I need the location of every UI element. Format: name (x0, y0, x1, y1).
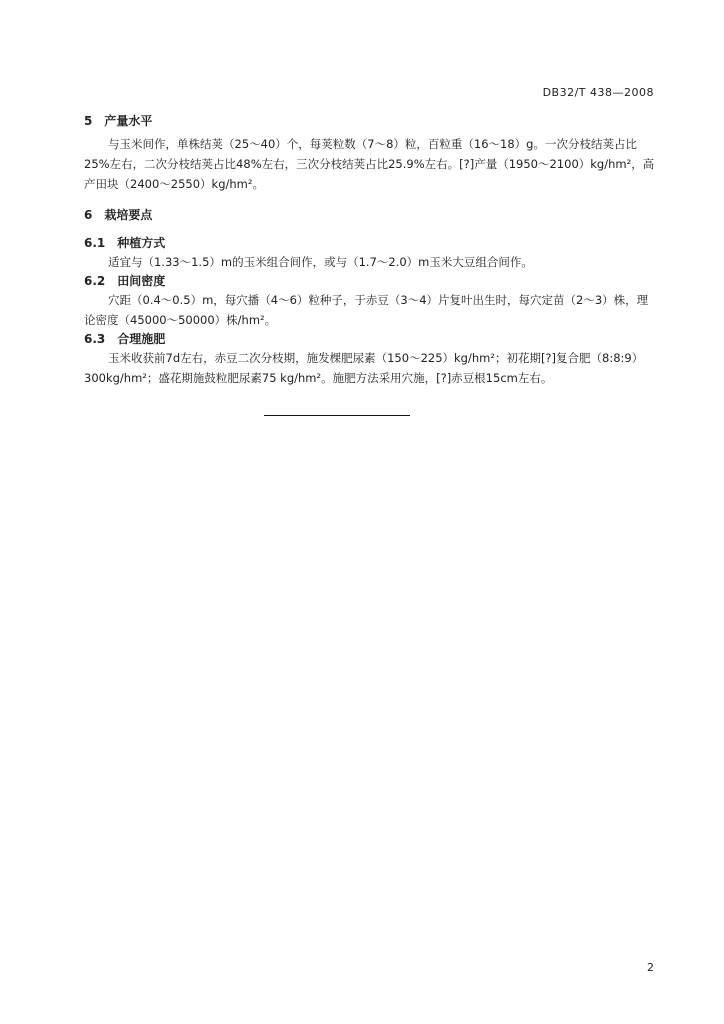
section-6-1-heading: 6.1 种植方式 (84, 236, 166, 250)
section-6-1-body: 适宜与（1.33～1.5）m的玉米组合间作，或与（1.7～2.0）m玉米大豆组合间作。 (108, 255, 533, 269)
section-6-3-heading: 6.3 合理施肥 (84, 332, 166, 346)
section-6-2-body: 穴距（0.4～0.5）m，每穴播（4～6）粒种子，于赤豆（3～4）片复叶出生时，每穴定苗（2～3）株，理论密度（45000～50000）株/hm²。 (84, 293, 649, 327)
page-number: 2 (647, 961, 654, 974)
section-6-heading: 6 栽培要点 (84, 208, 153, 222)
section-5-body: 与玉米间作，单株结荚（25～40）个，每荚粒数（7～8）粒，百粒重（16～18）g。一次分枝结荚占比25%左右，二次分枝结荚占比48%左右，三次分枝结荚占比25.9%左右。[?]产量（1950～2100）kg/hm²，高产田块（2400～2550）kg/hm²。 (84, 137, 655, 191)
section-6-3-body: 玉米收获前7d左右，赤豆二次分枝期，施发棵肥尿素（150～225）kg/hm²；初花期[?]复合肥（8:8:9）300kg/hm²；盛花期施鼓粒肥尿素75 kg/hm²。施肥方法采用穴施，[?]赤豆根15cm左右。 (84, 351, 644, 385)
end-divider (264, 415, 410, 416)
section-5-heading: 5 产量水平 (84, 114, 153, 128)
section-6-2-heading: 6.2 田间密度 (84, 274, 166, 288)
standard-code: DB32/T 438—2008 (542, 86, 654, 99)
